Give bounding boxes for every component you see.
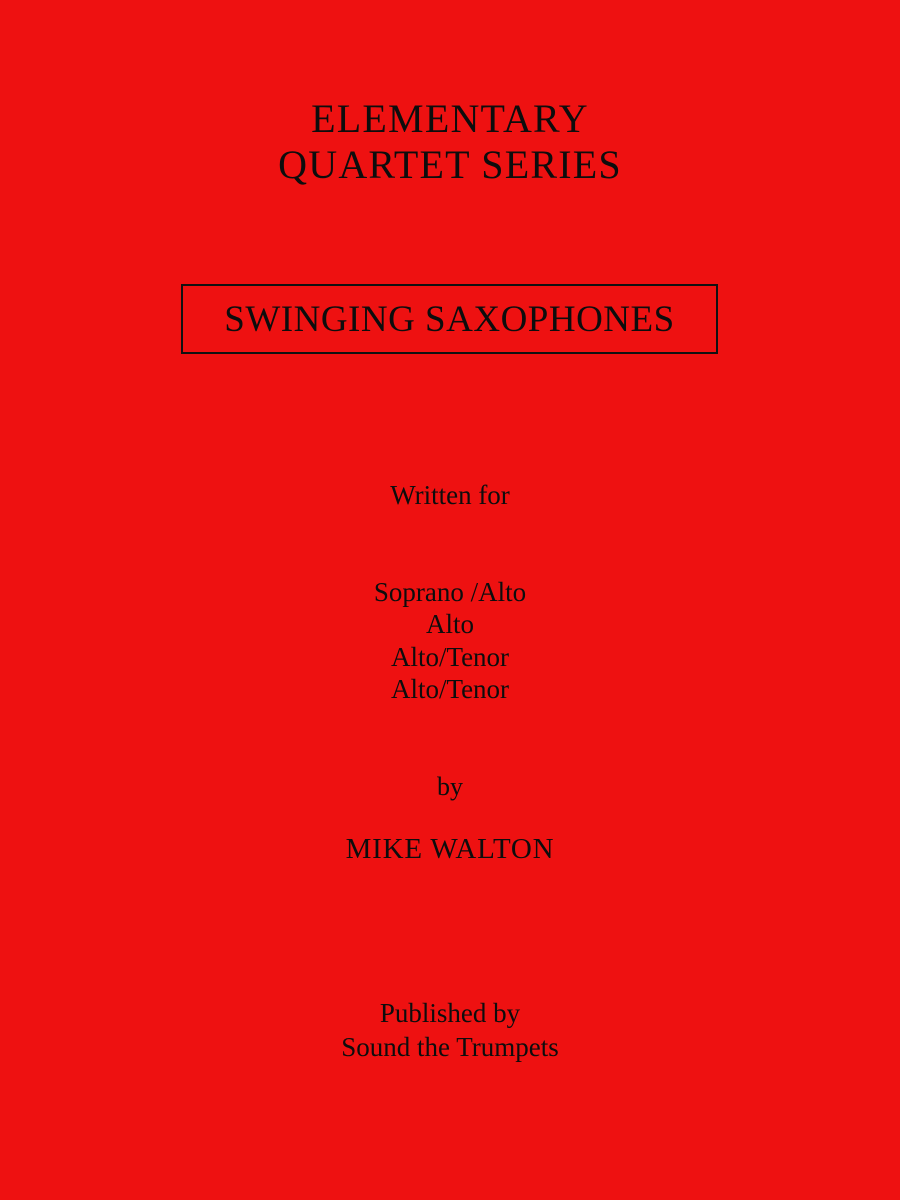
written-for-label: Written for: [390, 480, 510, 510]
list-item: Alto: [425, 609, 474, 640]
series-title-line-2: QUARTET SERIES: [278, 142, 622, 188]
publisher-label: Published by: [379, 998, 521, 1028]
page-title: SWINGING SAXOPHONES: [224, 298, 675, 340]
by-label: by: [437, 772, 463, 801]
list-item: Soprano /Alto: [373, 577, 527, 607]
list-item: Alto/Tenor: [390, 674, 510, 705]
publisher-block: [0, 996, 900, 1065]
publisher-name: Sound the Trumpets: [341, 1032, 559, 1063]
series-title-line-1: ELEMENTARY: [311, 96, 589, 141]
title-box: [181, 284, 718, 354]
instrumentation-list: [0, 576, 900, 706]
list-item: Alto/Tenor: [390, 641, 510, 672]
composer-name: MIKE WALTON: [345, 833, 555, 865]
series-title: [0, 96, 900, 189]
